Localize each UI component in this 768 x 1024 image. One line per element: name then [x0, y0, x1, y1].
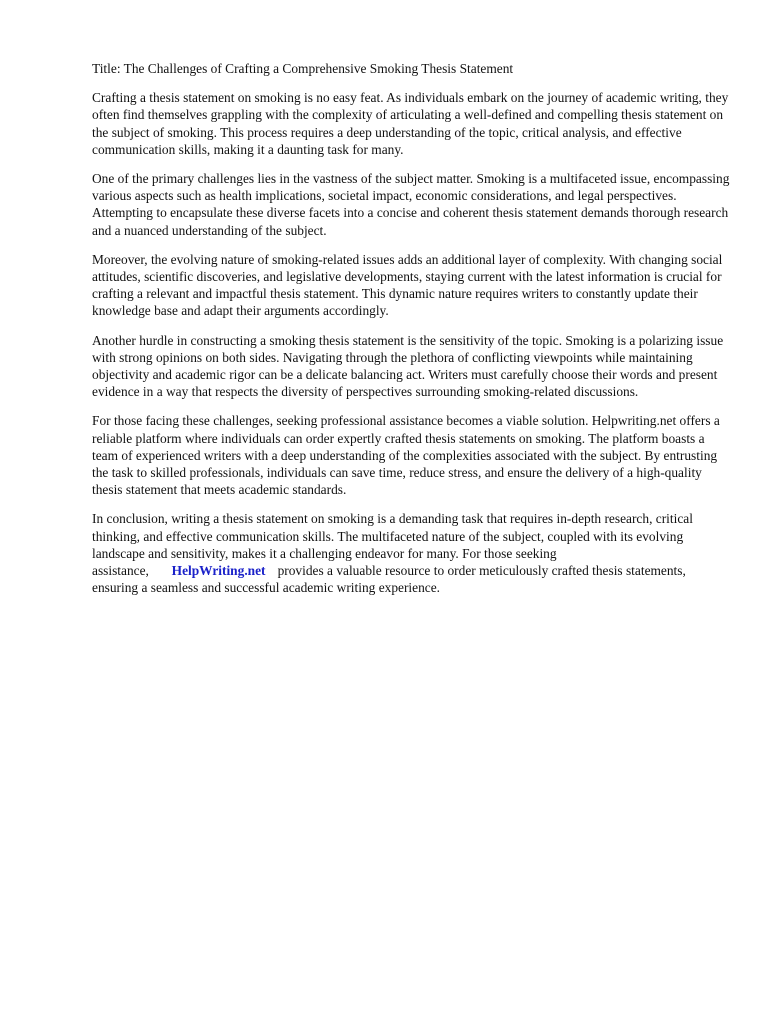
- paragraph-intro: Crafting a thesis statement on smoking is no easy feat. As individuals embark on the journey of academic writing, they often find themselves grappling with the complexity of articulating a well-defined and compelling thesis statement on the subject of smoking. This process requires a deep understanding of the topic, critical analysis, and effective communication skills, making it a daunting task for many.: [92, 90, 729, 157]
- document-title: Title: The Challenges of Crafting a Comprehensive Smoking Thesis Statement: [92, 61, 514, 76]
- helpwriting-link[interactable]: HelpWriting.net: [171, 563, 266, 579]
- paragraph-vastness: One of the primary challenges lies in the vastness of the subject matter. Smoking is a multifaceted issue, encompassing various aspects such as health implications, societal impact, economic considerations, and legal perspectives. Attempting to encapsulate these diverse facets into a concise and coherent thesis statement demands thorough research and a nuanced understanding of the subject.: [92, 171, 730, 238]
- conclusion-text-after-link: provides a valuable resource to order meticulously crafted thesis statements, ensuring a seamless and successful academic writing experience.: [92, 563, 686, 596]
- document-page: [92, 60, 732, 608]
- paragraph-conclusion: [92, 510, 732, 596]
- paragraph-sensitivity: Another hurdle in constructing a smoking thesis statement is the sensitivity of the topic. Smoking is a polarizing issue with strong opinions on both sides. Navigating through the plethora of conflicting viewpoints while maintaining objectivity and academic rigor can be a delicate balancing act. Writers must carefully choose their words and present evidence in a way that respects the diversity of perspectives surrounding smoking-related discussions.: [92, 332, 724, 400]
- paragraph-assistance: For those facing these challenges, seeking professional assistance becomes a viable solution. Helpwriting.net offers a reliable platform where individuals can order expertly crafted thesis statements on smoking. The platform boasts a team of experienced writers with a deep understanding of the complexities associated with the subject. By entrusting the task to skilled professionals, individuals can save time, reduce stress, and ensure the delivery of a high-quality thesis statement that meets academic standards.: [92, 413, 720, 498]
- conclusion-text-before-link: In conclusion, writing a thesis statement on smoking is a demanding task that requires in-depth research, critical thinking, and effective communication skills. The multifaceted nature of the subject, coupled with its evolving landscape and sensitivity, makes it a challenging endeavor for many. For those seeking assistance,: [92, 511, 693, 579]
- paragraph-evolving: Moreover, the evolving nature of smoking-related issues adds an additional layer of complexity. With changing social attitudes, scientific discoveries, and legislative developments, staying current with the latest information is crucial for crafting a relevant and impactful thesis statement. This dynamic nature requires writers to constantly update their knowledge base and adapt their arguments accordingly.: [92, 251, 723, 319]
